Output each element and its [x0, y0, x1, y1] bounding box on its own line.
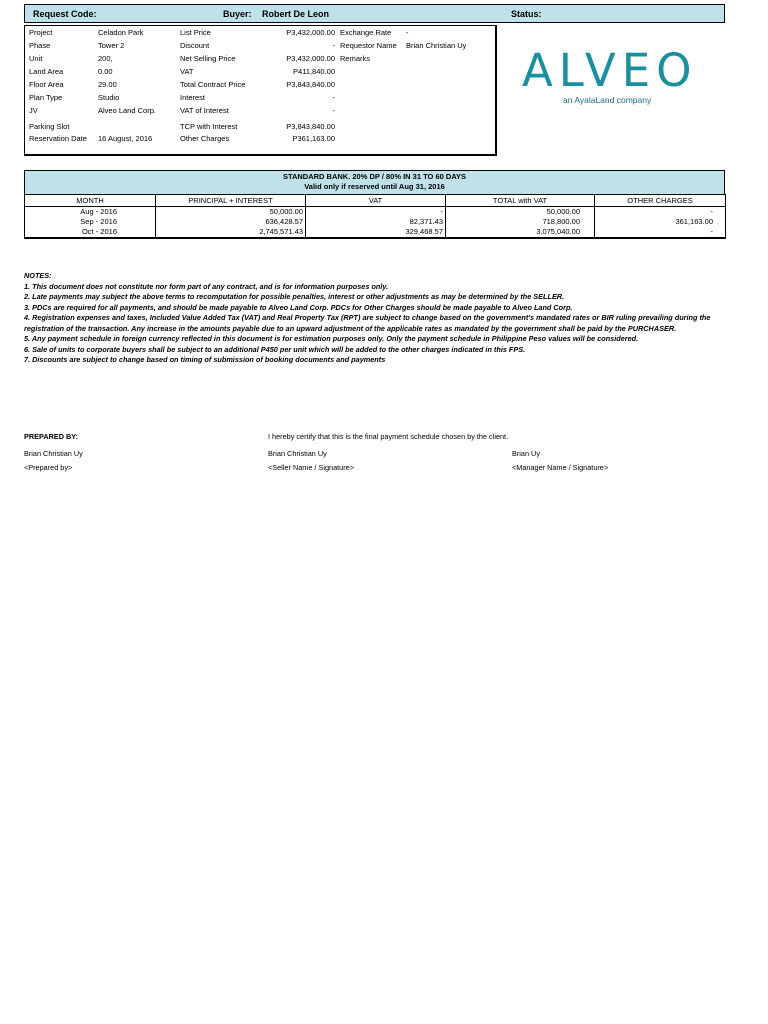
- seller-name: Brian Christian Uy: [268, 449, 327, 458]
- info-value: -: [332, 106, 335, 115]
- note-item: 1. This document does not constitute nor form part of any contract, and is for information purposes only.: [24, 281, 389, 291]
- alveo-logo: ALVEO: [522, 44, 698, 97]
- info-value: 200,: [98, 54, 113, 63]
- info-label: Remarks: [340, 54, 371, 63]
- table-cell: 82,371.43: [306, 217, 446, 227]
- column-header: MONTH: [25, 195, 156, 207]
- info-value: -: [406, 28, 409, 37]
- prepared-by-label: PREPARED BY:: [24, 432, 79, 441]
- column-header: TOTAL with VAT: [446, 195, 595, 207]
- notes-section: [24, 271, 724, 366]
- payment-table: [24, 194, 726, 239]
- seller-caption: <Seller Name / Signature>: [268, 463, 354, 472]
- info-value: -: [332, 93, 335, 102]
- table-cell: 50,000.00: [156, 207, 306, 218]
- manager-name: Brian Uy: [512, 449, 540, 458]
- info-label: Discount: [180, 41, 210, 50]
- info-value: -: [332, 41, 335, 50]
- table-cell: -: [306, 207, 446, 218]
- info-label: TCP with Interest: [180, 122, 238, 131]
- table-cell: 2,745,571.43: [156, 227, 306, 238]
- table-header-row: [25, 195, 726, 207]
- info-label: VAT: [180, 67, 194, 76]
- buyer-name: Robert De Leon: [262, 9, 330, 19]
- table-cell: 361,163.00: [595, 217, 726, 227]
- request-code-label: Request Code:: [33, 9, 97, 19]
- info-label: Parking Slot: [29, 122, 70, 131]
- info-label: Other Charges: [180, 134, 230, 143]
- header-bar: [24, 4, 725, 23]
- info-label: Land Area: [29, 67, 64, 76]
- column-header: OTHER CHARGES: [595, 195, 726, 207]
- info-label: Floor Area: [29, 80, 64, 89]
- payment-title-line1: STANDARD BANK. 20% DP / 80% IN 31 TO 60 DAYS: [282, 172, 467, 181]
- info-label: List Price: [180, 28, 211, 37]
- table-cell: Oct - 2016: [25, 227, 156, 238]
- certify-text: I hereby certify that this is the final payment schedule chosen by the client.: [268, 432, 509, 441]
- note-item: 6. Sale of units to corporate buyers shall be subject to an additional P450 per unit which will be added to the other charges indicated in this FPS.: [24, 344, 526, 354]
- note-item: 4. Registration expenses and taxes, Included Value Added Tax (VAT) and Real Property Tax (RPT) are subject to change based on the government's mandated rates or BIR ruling prevailing during the registration of the transaction. Any increase in the amounts payable due to an upward adjustment of the applicable rates as mandated by the government shall be paid by the PURCHASER.: [24, 313, 711, 333]
- info-label: VAT of Interest: [180, 106, 229, 115]
- info-value: P3,843,840.00: [286, 80, 335, 89]
- info-label: JV: [29, 106, 38, 115]
- info-value: P361,163.00: [292, 134, 335, 143]
- info-label: Net Selling Price: [180, 54, 236, 63]
- manager-caption: <Manager Name / Signature>: [512, 463, 609, 472]
- table-row: [25, 207, 726, 218]
- note-item: 5. Any payment schedule in foreign currency reflected in this document is for estimation purposes only. Only the payment schedule in Philippine Peso values will be considered.: [24, 334, 639, 343]
- info-value: 29.00: [98, 80, 117, 89]
- preparer-name: Brian Christian Uy: [24, 449, 83, 458]
- table-row: [25, 217, 726, 227]
- column-header: PRINCIPAL + INTEREST: [156, 195, 306, 207]
- info-value: Studio: [98, 93, 120, 102]
- table-row: [25, 227, 726, 238]
- info-value: P411,840.00: [293, 67, 335, 76]
- table-cell: Sep - 2016: [25, 217, 156, 227]
- info-value: Celadon Park: [98, 28, 144, 37]
- table-cell: Aug - 2016: [25, 207, 156, 218]
- column-header: VAT: [306, 195, 446, 207]
- info-value: 0.00: [98, 67, 113, 76]
- info-label: Reservation Date: [29, 134, 87, 143]
- notes-heading: NOTES:: [24, 271, 52, 280]
- preparer-caption: <Prepared by>: [24, 463, 73, 472]
- info-value: P3,432,000.00: [286, 28, 335, 37]
- info-label: Interest: [180, 93, 206, 102]
- info-label: Phase: [29, 41, 51, 50]
- note-item: 3. PDCs are required for all payments, and should be made payable to Alveo Land Corp. PDCs for Other Charges should be made payable to Alveo Land Corp.: [24, 302, 573, 312]
- info-label: Exchange Rate: [340, 28, 392, 37]
- info-label: Plan Type: [29, 93, 63, 102]
- table-cell: 636,428.57: [156, 217, 306, 227]
- logo-tagline: an AyalaLand company: [563, 95, 652, 105]
- table-cell: 50,000.00: [446, 207, 595, 218]
- table-cell: -: [595, 227, 726, 238]
- info-box: [24, 25, 497, 156]
- payment-title: [24, 170, 725, 194]
- status-label: Status:: [511, 9, 542, 19]
- table-cell: 718,800.00: [446, 217, 595, 227]
- buyer-label: Buyer:: [223, 9, 252, 19]
- info-value: Alveo Land Corp.: [98, 106, 156, 115]
- info-value: Tower 2: [98, 41, 125, 50]
- note-item: 2. Late payments may subject the above terms to recomputation for possible penalties, interest or other adjustments as may be determined by the SELLER.: [24, 292, 565, 301]
- payment-title-line2: Valid only if reserved until Aug 31, 2016: [304, 182, 445, 191]
- table-cell: -: [595, 207, 726, 218]
- table-cell: 3,075,040.00: [446, 227, 595, 238]
- info-label: Project: [29, 28, 53, 37]
- info-label: Unit: [29, 54, 43, 63]
- table-cell: 329,468.57: [306, 227, 446, 238]
- info-label: Total Contract Price: [180, 80, 246, 89]
- info-value: Brian Christian Uy: [406, 41, 467, 50]
- info-label: Requestor Name: [340, 41, 397, 50]
- info-value: P3,432,000.00: [286, 54, 335, 63]
- info-value: P3,843,840.00: [286, 122, 335, 131]
- info-value: 16 August, 2016: [98, 134, 153, 143]
- note-item: 7. Discounts are subject to change based on timing of submission of booking documents and payments: [24, 355, 386, 364]
